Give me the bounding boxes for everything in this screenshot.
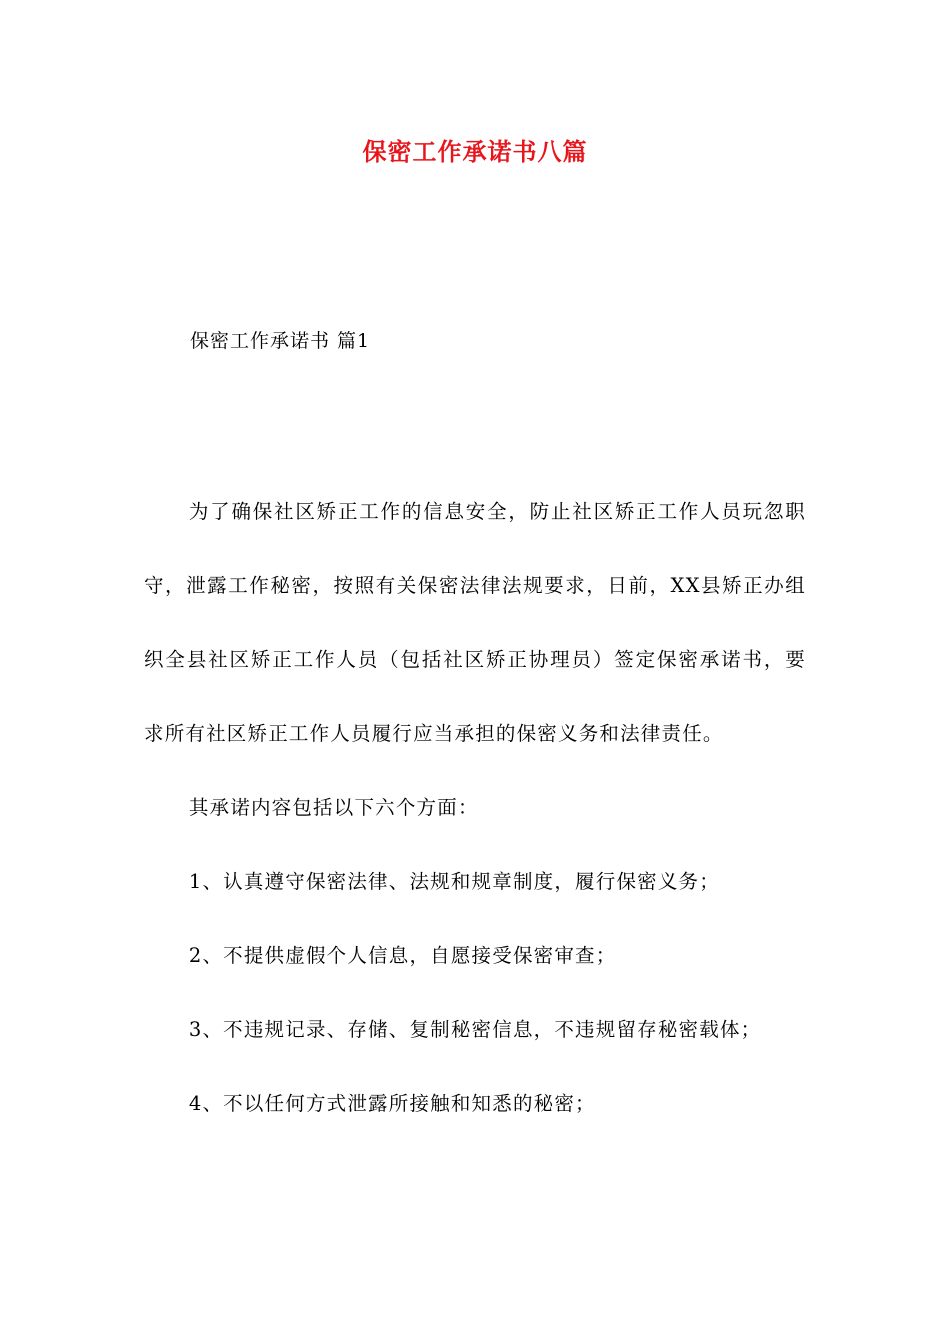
document-body — [144, 475, 806, 1141]
section-heading: 保密工作承诺书 篇1 — [190, 330, 371, 352]
paragraph-intro: 为了确保社区矫正工作的信息安全，防止社区矫正工作人员玩忽职守，泄露工作秘密，按照有关保密法律法规要求，日前，XX县矫正办组织全县社区矫正工作人员（包括社区矫正协理员）签定保密承诺书，要求所有社区矫正工作人员履行应当承担的保密义务和法律责任。 — [144, 500, 806, 745]
list-item: 2、不提供虚假个人信息，自愿接受保密审查； — [188, 944, 617, 967]
list-item: 4、不以任何方式泄露所接触和知悉的秘密； — [188, 1092, 596, 1115]
list-item: 1、认真遵守保密法律、法规和规章制度，履行保密义务； — [188, 870, 720, 893]
document-title: 保密工作承诺书八篇 — [362, 137, 588, 166]
paragraph-summary: 其承诺内容包括以下六个方面： — [188, 796, 479, 819]
list-item: 3、不违规记录、存储、复制秘密信息，不违规留存秘密载体； — [188, 1018, 762, 1041]
